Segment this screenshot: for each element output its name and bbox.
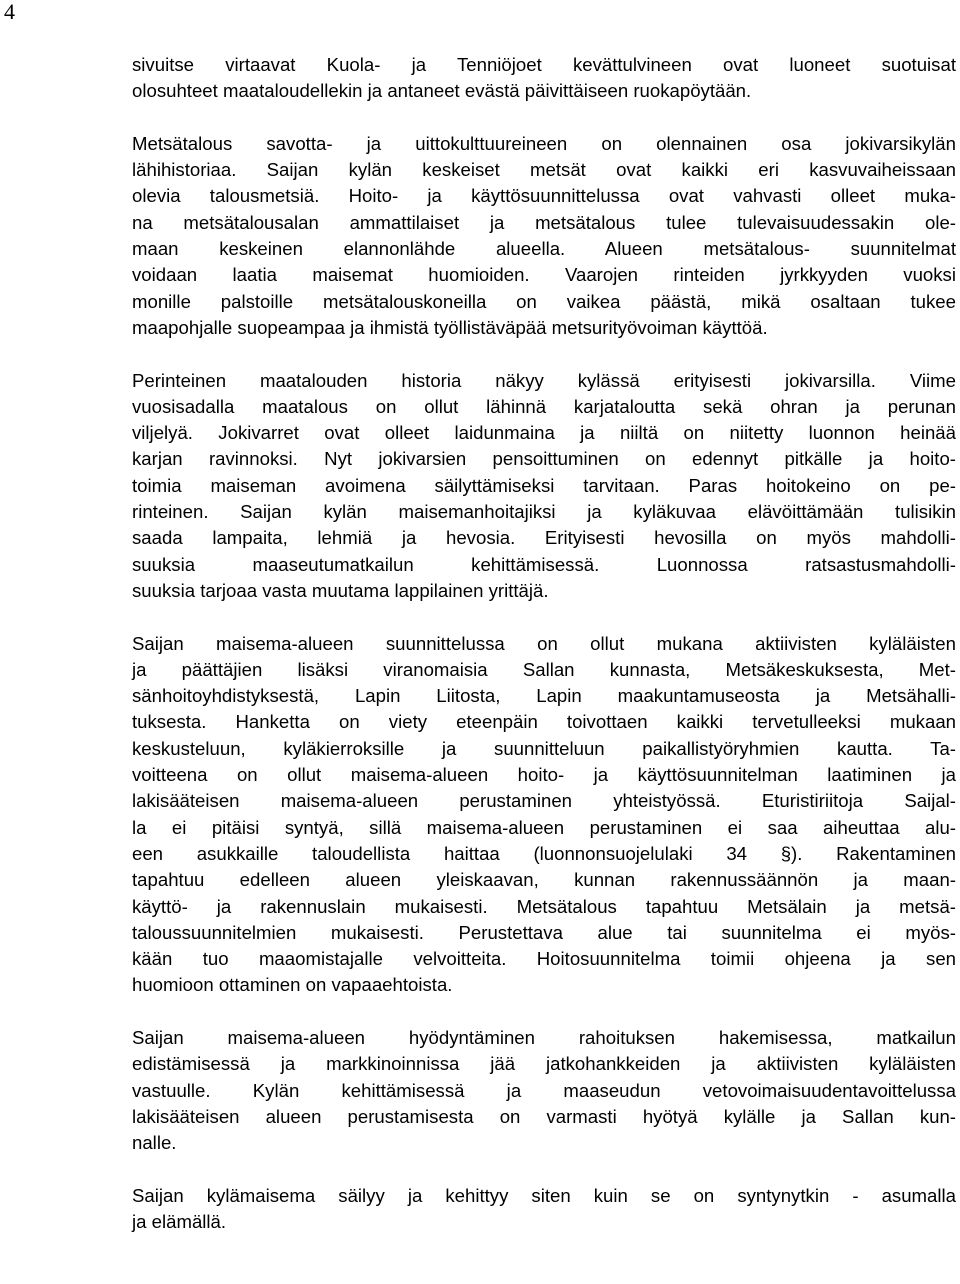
text-line: saada lampaita, lehmiä ja hevosia. Erityisesti hevosilla on myös mahdolli- — [132, 527, 956, 549]
text-line: maapohjalle suopeampaa ja ihmistä työllistäväpää metsurityövoiman käyttöä. — [132, 316, 768, 338]
text-line: nalle. — [132, 1132, 177, 1154]
text-line: vastuulle. Kylän kehittämisessä ja maaseudun vetovoimaisuudentavoittelussa — [132, 1079, 956, 1101]
text-line: toimia maiseman avoimena säilyttämiseksi tarvitaan. Paras hoitokeino on pe- — [132, 474, 956, 496]
text-line: tapahtuu edelleen alueen yleiskaavan, kunnan rakennussäännön ja maan- — [132, 869, 956, 891]
text-line: lähihistoriaa. Saijan kylän keskeiset metsät ovat kaikki eri kasvuvaiheissaan — [132, 159, 956, 181]
text-line: viljelyä. Jokivarret ovat olleet laidunmaina ja niiltä on niitetty luonnon heinää — [132, 422, 956, 444]
text-line: lakisääteisen alueen perustamisesta on varmasti hyötyä kylälle ja Sallan kun- — [132, 1105, 956, 1127]
text-line: na metsätalousalan ammattilaiset ja metsätalous tulee tulevaisuudessakin ole- — [132, 211, 956, 233]
text-line: monille palstoille metsätalouskoneilla on vaikea päästä, mikä osaltaan tukee — [132, 290, 956, 312]
paragraph — [132, 52, 956, 105]
text-line: taloussuunnitelmien mukaisesti. Perustettava alue tai suunnitelma ei myös- — [132, 921, 956, 943]
text-line: lakisääteisen maisema-alueen perustaminen yhteistyössä. Eturistiriitoja Saijal- — [132, 790, 956, 812]
text-line: olosuhteet maataloudellekin ja antaneet evästä päivittäiseen ruokapöytään. — [132, 80, 752, 102]
text-line: voidaan laatia maisemat huomioiden. Vaarojen rinteiden jyrkkyyden vuoksi — [132, 264, 956, 286]
text-line: sänhoitoyhdistyksestä, Lapin Liitosta, Lapin maakuntamuseosta ja Metsähalli- — [132, 685, 956, 707]
text-line: keskusteluun, kyläkierroksille ja suunnitteluun paikallistyöryhmien kautta. Ta- — [132, 737, 956, 759]
page-number: 4 — [4, 0, 15, 24]
text-line: karjan ravinnoksi. Nyt jokivarsien pensoittuminen on edennyt pitkälle ja hoito- — [132, 448, 956, 470]
text-line: ja päättäjien lisäksi viranomaisia Sallan kunnasta, Metsäkeskuksesta, Met- — [132, 658, 956, 680]
text-line: ja elämällä. — [132, 1211, 227, 1233]
text-line: huomioon ottaminen on vapaaehtoista. — [132, 974, 453, 996]
text-line: suuksia maaseutumatkailun kehittämisessä. Luonnossa ratsastusmahdolli- — [132, 553, 956, 575]
paragraph — [132, 1183, 956, 1236]
text-line: Metsätalous savotta- ja uittokulttuureineen on olennainen osa jokivarsikylän — [132, 132, 956, 154]
paragraph — [132, 131, 956, 341]
text-line: käyttö- ja rakennuslain mukaisesti. Metsätalous tapahtuu Metsälain ja metsä- — [132, 895, 956, 917]
text-line: la ei pitäisi syntyä, sillä maisema-alueen perustaminen ei saa aiheuttaa alu- — [132, 816, 956, 838]
text-line: olevia talousmetsiä. Hoito- ja käyttösuunnittelussa ovat vahvasti olleet muka- — [132, 185, 956, 207]
paragraph — [132, 368, 956, 605]
text-line: edistämisessä ja markkinoinnissa jää jatkohankkeiden ja aktiivisten kyläläisten — [132, 1053, 956, 1075]
text-line: vuosisadalla maatalous on ollut lähinnä karjataloutta sekä ohran ja perunan — [132, 395, 956, 417]
document-body — [132, 52, 956, 1235]
text-line: maan keskeinen elannonlähde alueella. Alueen metsätalous- suunnitelmat — [132, 238, 956, 260]
text-line: suuksia tarjoaa vasta muutama lappilainen yrittäjä. — [132, 579, 549, 601]
paragraph — [132, 631, 956, 999]
paragraph — [132, 1025, 956, 1156]
text-line: rinteinen. Saijan kylän maisemanhoitajiksi ja kyläkuvaa elävöittämään tulisikin — [132, 501, 956, 523]
text-line: kään tuo maaomistajalle velvoitteita. Hoitosuunnitelma toimii ohjeena ja sen — [132, 948, 956, 970]
text-line: Perinteinen maatalouden historia näkyy kylässä erityisesti jokivarsilla. Viime — [132, 369, 956, 391]
text-line: Saijan maisema-alueen suunnittelussa on ollut mukana aktiivisten kyläläisten — [132, 632, 956, 654]
text-line: Saijan kylämaisema säilyy ja kehittyy siten kuin se on syntynytkin - asumalla — [132, 1184, 956, 1206]
text-line: Saijan maisema-alueen hyödyntäminen rahoituksen hakemisessa, matkailun — [132, 1026, 956, 1048]
text-line: voitteena on ollut maisema-alueen hoito- ja käyttösuunnitelman laatiminen ja — [132, 764, 956, 786]
text-line: tuksesta. Hanketta on viety eteenpäin toivottaen kaikki tervetulleeksi mukaan — [132, 711, 956, 733]
text-line: sivuitse virtaavat Kuola- ja Tenniöjoet kevättulvineen ovat luoneet suotuisat — [132, 54, 956, 75]
text-line: een asukkaille taloudellista haittaa (luonnonsuojelulaki 34 §). Rakentaminen — [132, 842, 956, 864]
